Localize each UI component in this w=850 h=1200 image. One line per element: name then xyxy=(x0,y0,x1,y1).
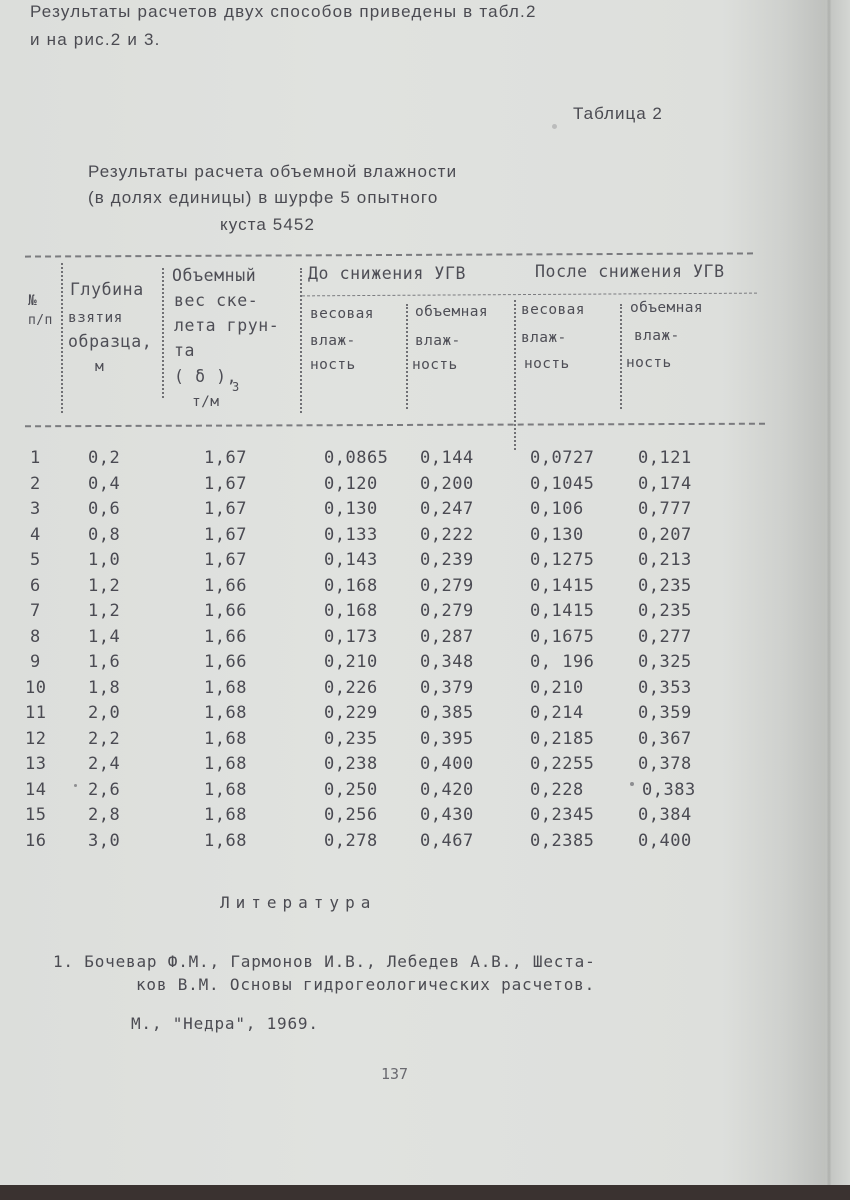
cell-after-weight: 0,2345 xyxy=(530,805,595,825)
cell-after-volume: 0,777 xyxy=(638,499,692,519)
cell-num: 8 xyxy=(30,626,41,647)
cell-depth: 1,4 xyxy=(88,626,121,647)
intro-line-1: Результаты расчетов двух способов приведены в табл.2 xyxy=(30,2,537,21)
cell-before-volume: 0,430 xyxy=(420,805,474,825)
table-row xyxy=(0,780,800,805)
table-row xyxy=(0,678,800,703)
cell-before-weight: 0,168 xyxy=(324,575,378,596)
cell-before-weight: 0,250 xyxy=(324,779,378,800)
group-header-rule xyxy=(302,293,757,297)
header-num-line-2: п/п xyxy=(28,313,53,328)
cell-num: 10 xyxy=(25,677,47,698)
header-bottom-rule xyxy=(25,423,765,428)
table-row xyxy=(0,576,800,601)
cell-num: 2 xyxy=(30,473,41,494)
cell-num: 3 xyxy=(30,499,41,519)
header-depth-line-2: взятия xyxy=(68,310,123,326)
cell-before-weight: 0,235 xyxy=(324,728,378,749)
table-number-label: Таблица 2 xyxy=(573,104,663,123)
cell-after-volume: 0,353 xyxy=(638,677,692,698)
table-row xyxy=(0,754,800,779)
cell-after-weight: 0, 196 xyxy=(530,652,595,672)
cell-after-volume: 0,235 xyxy=(638,601,692,621)
header-density-line-4: та xyxy=(174,341,196,360)
cell-after-weight: 0,2255 xyxy=(530,754,595,774)
cell-depth: 1,6 xyxy=(88,652,121,672)
column-separator xyxy=(61,263,65,413)
table-caption-line-2: (в долях единицы) в шурфе 5 опытного xyxy=(88,188,439,207)
header-density-line-5: ( δ ), xyxy=(174,367,238,386)
header-density-unit-superscript: 3 xyxy=(232,380,240,394)
header-before-weight-line-2: влаж- xyxy=(310,333,356,349)
header-before-weight-line-3: ность xyxy=(310,357,356,373)
header-after-volume-line-1: объемная xyxy=(630,300,704,316)
header-after-volume-line-3: ность xyxy=(626,355,672,371)
cell-after-weight: 0,228 xyxy=(530,779,584,800)
cell-before-weight: 0,168 xyxy=(324,601,378,621)
cell-before-volume: 0,200 xyxy=(420,473,474,494)
cell-after-volume: 0,235 xyxy=(638,575,692,596)
cell-before-volume: 0,348 xyxy=(420,652,474,672)
cell-density: 1,67 xyxy=(204,499,247,519)
cell-before-weight: 0,229 xyxy=(324,703,378,723)
table-caption-line-1: Результаты расчета объемной влажности xyxy=(88,162,458,181)
cell-density: 1,68 xyxy=(204,779,247,800)
cell-density: 1,68 xyxy=(204,754,247,774)
page-spine-shadow xyxy=(826,0,832,1185)
cell-num: 5 xyxy=(30,550,41,570)
cell-before-weight: 0,226 xyxy=(324,677,378,698)
cell-density: 1,68 xyxy=(204,703,247,723)
reference-1-line-2: ков В.М. Основы гидрогеологических расчетов. xyxy=(136,975,596,994)
cell-after-volume: 0,383 xyxy=(642,779,696,800)
literature-title: Литература xyxy=(220,893,377,912)
cell-after-weight: 0,2185 xyxy=(530,728,595,749)
table-row xyxy=(0,550,800,575)
header-before-volume-line-2: влаж- xyxy=(415,333,461,349)
reference-1-line-1: 1. Бочевар Ф.М., Гармонов И.В., Лебедев А.В., Шеста- xyxy=(53,952,596,971)
group-header-before: До снижения УГВ xyxy=(308,264,467,283)
ink-speck xyxy=(552,124,557,129)
column-separator xyxy=(620,304,624,409)
cell-before-volume: 0,144 xyxy=(420,448,474,468)
ink-speck xyxy=(74,784,77,787)
cell-density: 1,67 xyxy=(204,448,247,468)
cell-num: 6 xyxy=(30,575,41,596)
cell-depth: 0,6 xyxy=(88,499,121,519)
cell-after-weight: 0,1415 xyxy=(530,575,595,596)
header-before-weight-line-1: весовая xyxy=(310,306,374,322)
cell-after-weight: 0,1675 xyxy=(530,626,595,647)
header-after-volume-line-2: влаж- xyxy=(634,328,680,344)
header-density-line-1: Объемный xyxy=(172,266,257,285)
cell-after-volume: 0,174 xyxy=(638,473,692,494)
cell-before-volume: 0,395 xyxy=(420,728,474,749)
header-before-volume-line-3: ность xyxy=(412,357,458,373)
cell-before-volume: 0,279 xyxy=(420,575,474,596)
cell-before-volume: 0,222 xyxy=(420,524,474,545)
table-top-rule xyxy=(25,252,753,257)
cell-density: 1,67 xyxy=(204,524,247,545)
cell-before-volume: 0,239 xyxy=(420,550,474,570)
cell-after-volume: 0,325 xyxy=(638,652,692,672)
cell-after-weight: 0,106 xyxy=(530,499,584,519)
cell-density: 1,68 xyxy=(204,830,247,851)
cell-num: 9 xyxy=(30,652,41,672)
cell-after-weight: 0,1045 xyxy=(530,473,595,494)
cell-before-weight: 0,133 xyxy=(324,524,378,545)
ink-speck xyxy=(630,782,634,786)
cell-after-weight: 0,1275 xyxy=(530,550,595,570)
cell-depth: 2,0 xyxy=(88,703,121,723)
cell-before-weight: 0,130 xyxy=(324,499,378,519)
cell-depth: 2,2 xyxy=(88,728,121,749)
cell-before-volume: 0,420 xyxy=(420,779,474,800)
column-separator xyxy=(406,304,410,409)
cell-before-volume: 0,279 xyxy=(420,601,474,621)
cell-density: 1,66 xyxy=(204,626,247,647)
header-before-volume-line-1: объемная xyxy=(415,304,489,320)
header-after-weight-line-2: влаж- xyxy=(521,330,567,346)
table-row xyxy=(0,627,800,652)
cell-after-weight: 0,0727 xyxy=(530,448,595,468)
cell-before-weight: 0,173 xyxy=(324,626,378,647)
cell-num: 1 xyxy=(30,448,41,468)
cell-before-weight: 0,238 xyxy=(324,754,378,774)
cell-after-volume: 0,400 xyxy=(638,830,692,851)
cell-density: 1,67 xyxy=(204,550,247,570)
group-header-after: После снижения УГВ xyxy=(535,262,725,281)
cell-depth: 1,2 xyxy=(88,601,121,621)
cell-num: 4 xyxy=(30,524,41,545)
header-density-line-2: вес ске- xyxy=(174,291,259,310)
table-row xyxy=(0,703,800,728)
column-separator xyxy=(300,268,304,413)
table-row xyxy=(0,652,800,677)
header-density-unit: т/м xyxy=(192,394,220,410)
cell-density: 1,66 xyxy=(204,575,247,596)
header-depth-line-1: Глубина xyxy=(70,280,144,299)
cell-num: 15 xyxy=(25,805,47,825)
cell-after-volume: 0,213 xyxy=(638,550,692,570)
cell-after-weight: 0,2385 xyxy=(530,830,595,851)
cell-density: 1,68 xyxy=(204,677,247,698)
cell-depth: 0,2 xyxy=(88,448,121,468)
table-row xyxy=(0,831,800,856)
cell-before-volume: 0,400 xyxy=(420,754,474,774)
cell-after-volume: 0,207 xyxy=(638,524,692,545)
table-row xyxy=(0,601,800,626)
header-num-line-1: № xyxy=(28,293,38,309)
header-depth-line-3: образца, xyxy=(68,332,153,351)
cell-num: 7 xyxy=(30,601,41,621)
cell-depth: 0,4 xyxy=(88,473,121,494)
cell-before-weight: 0,278 xyxy=(324,830,378,851)
page-number: 137 xyxy=(381,1065,409,1083)
column-separator xyxy=(514,300,518,450)
cell-after-weight: 0,130 xyxy=(530,524,584,545)
cell-density: 1,67 xyxy=(204,473,247,494)
cell-num: 14 xyxy=(25,779,47,800)
cell-num: 13 xyxy=(25,754,47,774)
cell-before-volume: 0,287 xyxy=(420,626,474,647)
header-density-line-3: лета грун- xyxy=(174,316,280,335)
cell-density: 1,68 xyxy=(204,728,247,749)
cell-depth: 2,4 xyxy=(88,754,121,774)
cell-depth: 1,2 xyxy=(88,575,121,596)
cell-before-weight: 0,256 xyxy=(324,805,378,825)
table-row xyxy=(0,474,800,499)
cell-depth: 1,0 xyxy=(88,550,121,570)
cell-depth: 2,6 xyxy=(88,779,121,800)
cell-depth: 2,8 xyxy=(88,805,121,825)
cell-num: 12 xyxy=(25,728,47,749)
cell-depth: 0,8 xyxy=(88,524,121,545)
table-row xyxy=(0,805,800,830)
cell-after-volume: 0,384 xyxy=(638,805,692,825)
cell-depth: 1,8 xyxy=(88,677,121,698)
table-caption-line-3: куста 5452 xyxy=(220,215,316,234)
intro-line-2: и на рис.2 и 3. xyxy=(30,30,161,49)
cell-density: 1,66 xyxy=(204,601,247,621)
cell-before-weight: 0,143 xyxy=(324,550,378,570)
cell-num: 11 xyxy=(25,703,47,723)
cell-after-volume: 0,359 xyxy=(638,703,692,723)
cell-density: 1,68 xyxy=(204,805,247,825)
cell-after-weight: 0,210 xyxy=(530,677,584,698)
table-row xyxy=(0,729,800,754)
cell-before-volume: 0,247 xyxy=(420,499,474,519)
table-row xyxy=(0,525,800,550)
reference-1-line-3: М., "Недра", 1969. xyxy=(131,1014,319,1033)
cell-before-weight: 0,210 xyxy=(324,652,378,672)
cell-after-weight: 0,214 xyxy=(530,703,584,723)
cell-after-volume: 0,378 xyxy=(638,754,692,774)
table-row xyxy=(0,448,800,473)
header-depth-line-4: м xyxy=(95,359,105,375)
background-surface xyxy=(0,1185,850,1200)
cell-before-volume: 0,467 xyxy=(420,830,474,851)
cell-before-volume: 0,385 xyxy=(420,703,474,723)
header-after-weight-line-3: ность xyxy=(524,356,570,372)
column-separator xyxy=(162,268,166,398)
cell-depth: 3,0 xyxy=(88,830,121,851)
cell-density: 1,66 xyxy=(204,652,247,672)
cell-before-weight: 0,0865 xyxy=(324,448,389,468)
cell-after-weight: 0,1415 xyxy=(530,601,595,621)
cell-before-volume: 0,379 xyxy=(420,677,474,698)
cell-after-volume: 0,277 xyxy=(638,626,692,647)
cell-after-volume: 0,367 xyxy=(638,728,692,749)
table-row xyxy=(0,499,800,524)
cell-num: 16 xyxy=(25,830,47,851)
cell-after-volume: 0,121 xyxy=(638,448,692,468)
header-after-weight-line-1: весовая xyxy=(521,302,585,318)
cell-before-weight: 0,120 xyxy=(324,473,378,494)
